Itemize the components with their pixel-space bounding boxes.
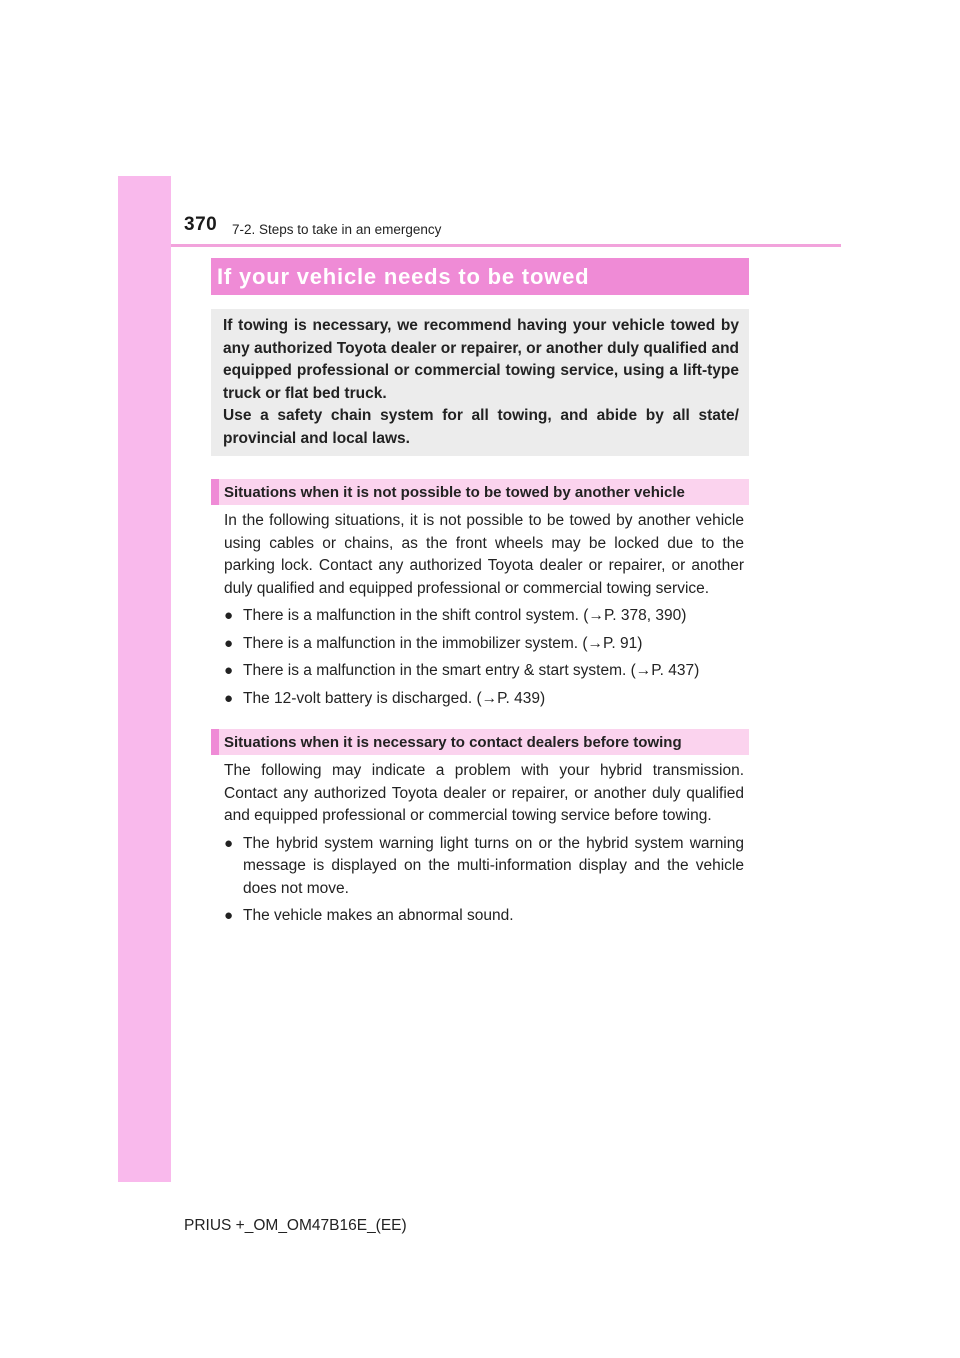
section-not-possible-to-tow (224, 510, 744, 710)
section-body: In the following situations, it is not possible to be towed by another vehicle using cables or chains, as the front wheels may be locked due to the parking lock. Contact any authorized Toyota dealer or repairer, or another duly qualified and equipped professional or commercial towing service. (224, 512, 744, 597)
section-contact-dealers (224, 760, 744, 928)
bullet-icon: ● (224, 662, 234, 679)
bullet-icon: ● (224, 634, 234, 652)
intro-paragraph: If towing is necessary, we recommend having your vehicle towed by any authorized Toyota dealer or repairer, or another duly qualified and equipped professional or commercial towing service, using a lift-type truck or flat bed truck. (223, 317, 739, 402)
section-title: 7-2. Steps to take in an emergency (232, 222, 442, 237)
list-item-text: There is a malfunction in the immobilizer system. (→P. 91) (243, 634, 643, 652)
list-item (224, 833, 744, 901)
list-item-text: The hybrid system warning light turns on or the hybrid system warning message is displayed on the multi-information display and the vehicle does not move. (243, 834, 744, 897)
list-item-text: The 12-volt battery is discharged. (→P. 439) (243, 689, 546, 707)
intro-paragraph: Use a safety chain system for all towing, and abide by all state/ provincial and local laws. (223, 407, 739, 447)
page-title: If your vehicle needs to be towed (217, 263, 590, 289)
list-item (224, 660, 744, 683)
list-item (224, 688, 744, 711)
chapter-side-strip (118, 176, 171, 1182)
bullet-icon: ● (224, 689, 234, 707)
bullet-list (224, 605, 744, 710)
intro-box (211, 309, 749, 456)
page-title-bar (211, 258, 749, 295)
list-item (224, 605, 744, 628)
section-body: The following may indicate a problem with your hybrid transmission. Contact any authorized Toyota dealer or repairer, or another duly qualified and equipped professional or commercial towing service before towing. (224, 762, 744, 824)
header-rule (171, 244, 841, 247)
bullet-icon: ● (224, 907, 234, 924)
list-item-text: The vehicle makes an abnormal sound. (243, 907, 514, 924)
subheading-contact-dealers: Situations when it is necessary to contact dealers before towing (211, 729, 749, 755)
bullet-icon: ● (224, 834, 234, 852)
document-code-footer: PRIUS +_OM_OM47B16E_(EE) (184, 1217, 407, 1234)
bullet-list (224, 833, 744, 928)
page-number: 370 (184, 214, 218, 235)
list-item (224, 905, 744, 928)
bullet-icon: ● (224, 607, 234, 624)
list-item-text: There is a malfunction in the smart entry & start system. (→P. 437) (243, 662, 700, 679)
list-item-text: There is a malfunction in the shift control system. (→P. 378, 390) (243, 607, 687, 624)
list-item (224, 633, 744, 656)
subheading-not-possible-to-tow: Situations when it is not possible to be towed by another vehicle (211, 479, 749, 505)
